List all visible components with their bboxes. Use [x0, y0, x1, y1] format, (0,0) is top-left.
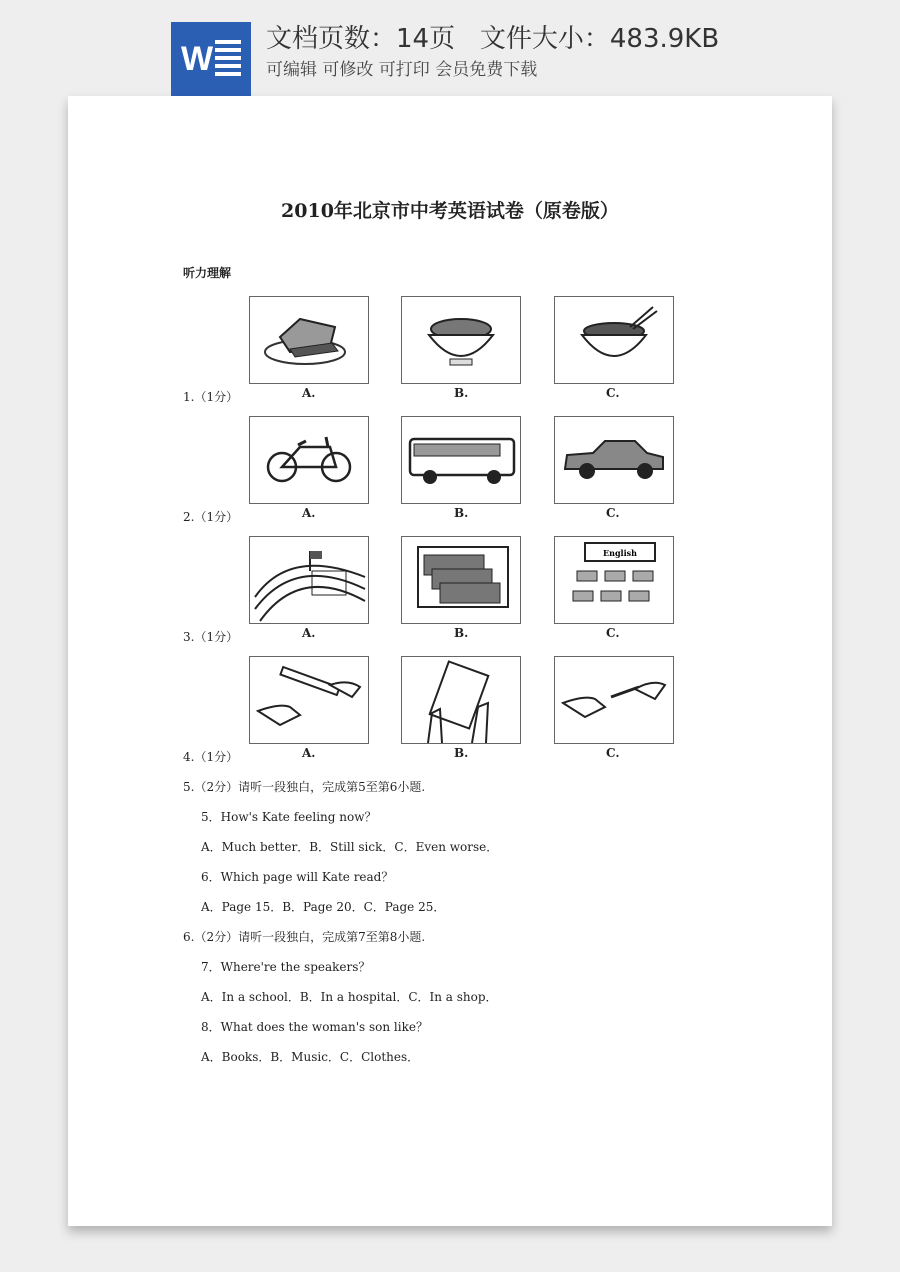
question-1-option-b: B. — [454, 386, 469, 400]
question-3-option-b: B. — [454, 626, 469, 640]
question-3-label: 3.（1分） — [183, 630, 239, 644]
knife-image — [554, 656, 674, 744]
question-8-options: A．Books．B．Music．C．Clothes． — [201, 1050, 420, 1064]
library-image — [401, 536, 521, 624]
classroom-board-text: English — [603, 548, 637, 558]
classroom-image — [554, 536, 674, 624]
question-4-option-b: B. — [454, 746, 469, 760]
question-2-option-a: A. — [302, 506, 316, 520]
question-2-label: 2.（1分） — [183, 510, 239, 524]
noodle-bowl-image — [554, 296, 674, 384]
question-3-option-a: A. — [302, 626, 316, 640]
document-info-header — [0, 0, 900, 96]
book-image — [401, 656, 521, 744]
document-page — [68, 96, 832, 1226]
question-4-option-a: A. — [302, 746, 316, 760]
word-document-icon — [171, 22, 251, 96]
question-4-option-c: C. — [606, 746, 620, 760]
question-7-instruction: 6.（2分）请听一段独白，完成第7至第8小题. — [183, 930, 426, 944]
word-logo-lines — [215, 40, 241, 80]
playground-image — [249, 536, 369, 624]
document-stats: 文档页数：14页 文件大小：483.9KB — [266, 24, 720, 54]
question-1-option-c: C. — [606, 386, 620, 400]
question-8-stem: 8．What does the woman's son like？ — [201, 1020, 428, 1034]
section-heading: 听力理解 — [183, 266, 232, 280]
question-5-instruction: 5.（2分）请听一段独白，完成第5至第6小题. — [183, 780, 426, 794]
question-4-label: 4.（1分） — [183, 750, 239, 764]
page-title: 2010年北京市中考英语试卷（原卷版） — [281, 200, 619, 222]
question-5-options: A．Much better．B．Still sick．C．Even worse． — [201, 840, 499, 854]
car-image — [554, 416, 674, 504]
ruler-image — [249, 656, 369, 744]
word-logo-letter: W — [181, 40, 214, 78]
document-features: 可编辑 可修改 可打印 会员免费下载 — [266, 60, 538, 80]
question-7-stem: 7．Where're the speakers？ — [201, 960, 371, 974]
question-7-options: A．In a school．B．In a hospital．C．In a shop． — [201, 990, 498, 1004]
rice-bowl-image — [401, 296, 521, 384]
question-2-option-c: C. — [606, 506, 620, 520]
bicycle-image — [249, 416, 369, 504]
pancake-plate-image — [249, 296, 369, 384]
question-1-label: 1.（1分） — [183, 390, 239, 404]
bus-image — [401, 416, 521, 504]
question-3-option-c: C. — [606, 626, 620, 640]
question-2-option-b: B. — [454, 506, 469, 520]
question-6-stem: 6．Which page will Kate read？ — [201, 870, 394, 884]
question-1-option-a: A. — [302, 386, 316, 400]
question-5-stem: 5．How's Kate feeling now？ — [201, 810, 377, 824]
question-6-options: A．Page 15．B．Page 20．C．Page 25． — [201, 900, 446, 914]
